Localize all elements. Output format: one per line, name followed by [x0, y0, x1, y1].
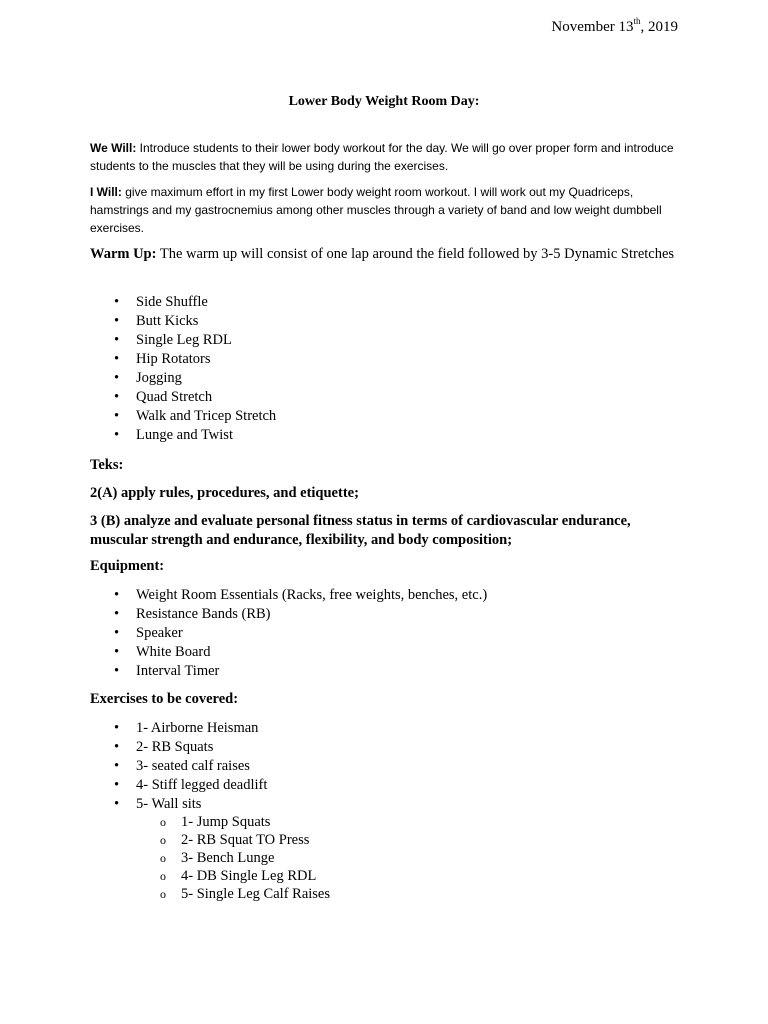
circle-bullet-icon: o	[160, 815, 166, 829]
date-suffix: th	[633, 16, 641, 26]
list-item-text: 5- Wall sits	[136, 796, 202, 812]
i-will-paragraph	[90, 183, 690, 237]
bullet-icon: •	[114, 739, 120, 755]
list-item-text: 3- seated calf raises	[136, 758, 250, 774]
bullet-icon: •	[114, 663, 120, 679]
we-will-text: Introduce students to their lower body workout for the day. We will go over proper form and introduce students to the muscles that they will be using during the exercises.	[90, 141, 674, 173]
list-item-text: Quad Stretch	[136, 389, 213, 405]
bullet-icon: •	[114, 606, 120, 622]
sub-list-item-text: 1- Jump Squats	[181, 814, 271, 830]
list-item	[114, 795, 267, 814]
sub-list-item-text: 4- DB Single Leg RDL	[181, 868, 317, 884]
exercises-heading: Exercises to be covered:	[90, 691, 239, 707]
list-item-text: Jogging	[136, 370, 182, 386]
list-item	[114, 312, 276, 331]
list-item	[114, 776, 267, 795]
list-item-text: Interval Timer	[136, 663, 220, 679]
wall-sits-sublist	[160, 813, 330, 903]
list-item	[114, 369, 276, 388]
list-item-text: White Board	[136, 644, 211, 660]
we-will-label: We Will:	[90, 141, 137, 155]
bullet-icon: •	[114, 587, 120, 603]
bullet-icon: •	[114, 796, 120, 812]
teks-heading: Teks:	[90, 457, 124, 473]
sub-list-item	[160, 867, 330, 885]
bullet-icon: •	[114, 294, 120, 310]
exercises-list	[114, 719, 267, 814]
bullet-icon: •	[114, 720, 120, 736]
equipment-list	[114, 586, 487, 681]
bullet-icon: •	[114, 408, 120, 424]
list-item	[114, 605, 487, 624]
document-date	[551, 17, 678, 36]
list-item-text: Weight Room Essentials (Racks, free weights, benches, etc.)	[136, 587, 488, 603]
bullet-icon: •	[114, 313, 120, 329]
i-will-label: I Will:	[90, 185, 122, 199]
bullet-icon: •	[114, 427, 120, 443]
list-item-text: Resistance Bands (RB)	[136, 606, 271, 622]
list-item	[114, 662, 487, 681]
list-item-text: Single Leg RDL	[136, 332, 232, 348]
list-item	[114, 426, 276, 445]
sub-list-item	[160, 813, 330, 831]
circle-bullet-icon: o	[160, 833, 166, 847]
list-item	[114, 293, 276, 312]
warm-up-paragraph	[90, 245, 690, 264]
we-will-paragraph	[90, 139, 690, 175]
sub-list-item-text: 5- Single Leg Calf Raises	[181, 886, 331, 902]
list-item-text: 1- Airborne Heisman	[136, 720, 259, 736]
teks-item-3b: 3 (B) analyze and evaluate personal fitness status in terms of cardiovascular endurance, muscular strength and endurance, flexibility, and body composition;	[90, 513, 631, 548]
list-item	[114, 757, 267, 776]
list-item	[114, 350, 276, 369]
list-item-text: Butt Kicks	[136, 313, 199, 329]
sub-list-item	[160, 885, 330, 903]
list-item-text: Side Shuffle	[136, 294, 208, 310]
sub-list-item-text: 3- Bench Lunge	[181, 850, 275, 866]
bullet-icon: •	[114, 351, 120, 367]
bullet-icon: •	[114, 758, 120, 774]
list-item-text: 2- RB Squats	[136, 739, 214, 755]
circle-bullet-icon: o	[160, 869, 166, 883]
circle-bullet-icon: o	[160, 851, 166, 865]
document-title: Lower Body Weight Room Day:	[288, 94, 480, 109]
sub-list-item	[160, 831, 330, 849]
list-item	[114, 388, 276, 407]
equipment-heading: Equipment:	[90, 558, 165, 574]
warm-up-text: The warm up will consist of one lap around the field followed by 3-5 Dynamic Stretches	[156, 246, 675, 262]
list-item	[114, 407, 276, 426]
sub-list-item-text: 2- RB Squat TO Press	[181, 832, 310, 848]
list-item-text: Walk and Tricep Stretch	[136, 408, 277, 424]
bullet-icon: •	[114, 370, 120, 386]
bullet-icon: •	[114, 625, 120, 641]
bullet-icon: •	[114, 644, 120, 660]
date-year: , 2019	[640, 19, 678, 35]
list-item	[114, 643, 487, 662]
list-item-text: Speaker	[136, 625, 183, 641]
list-item-text: Hip Rotators	[136, 351, 211, 367]
bullet-icon: •	[114, 332, 120, 348]
list-item	[114, 331, 276, 350]
teks-item-2a: 2(A) apply rules, procedures, and etiquette;	[90, 485, 359, 501]
warm-up-list	[114, 293, 276, 445]
list-item	[114, 586, 487, 605]
warm-up-label: Warm Up:	[90, 246, 157, 262]
list-item	[114, 624, 487, 643]
list-item-text: Lunge and Twist	[136, 427, 233, 443]
sub-list-item	[160, 849, 330, 867]
circle-bullet-icon: o	[160, 887, 166, 901]
list-item	[114, 719, 267, 738]
bullet-icon: •	[114, 777, 120, 793]
list-item-text: 4- Stiff legged deadlift	[136, 777, 268, 793]
i-will-text: give maximum effort in my first Lower body weight room workout. I will work out my Quadriceps, hamstrings and my gastrocnemius among other muscles through a variety of band and low weight dumbbell exercises.	[90, 185, 662, 235]
date-main: November 13	[551, 19, 634, 35]
bullet-icon: •	[114, 389, 120, 405]
list-item	[114, 738, 267, 757]
